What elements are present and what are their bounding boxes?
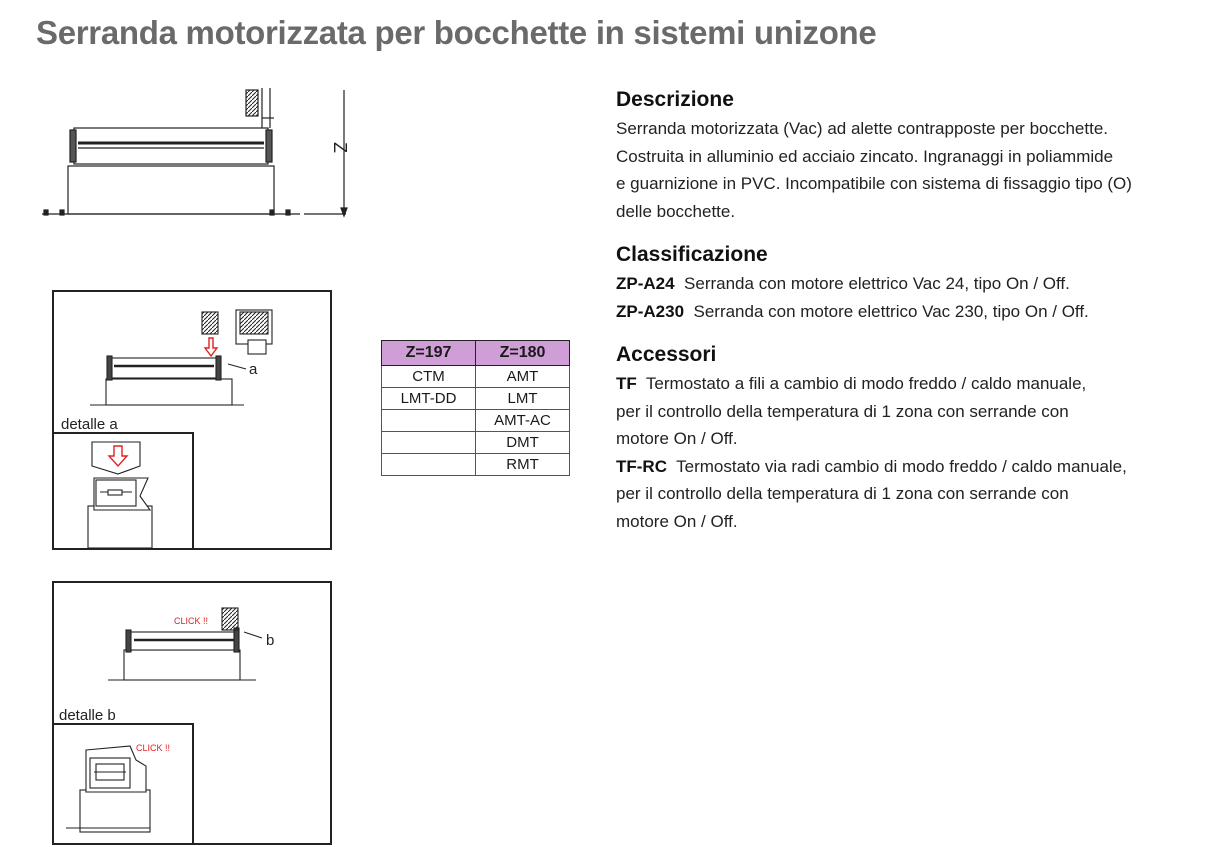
table-cell: AMT-AC [476,410,570,432]
accessory-code: TF-RC [616,456,667,476]
callout-b: b [266,632,275,649]
page-title: Serranda motorizzata per bocchette in sistemi unizone [36,14,877,51]
compatibility-table [381,340,570,476]
table-row [382,410,570,432]
table-cell: RMT [476,454,570,476]
heading-accessori: Accessori [616,343,717,366]
heading-classificazione: Classificazione [616,243,768,266]
table-cell: LMT-DD [382,388,476,410]
descrizione-line: delle bocchette. [616,201,736,221]
descrizione-line: Costruita in alluminio ed acciaio zincato. Ingranaggi in poliammide [616,146,1114,166]
table-cell [382,410,476,432]
accessory-description: Termostato via radi cambio di modo freddo / caldo manuale, [676,456,1127,476]
product-code: ZP-A230 [616,301,685,321]
table-row [382,432,570,454]
accessory-line: motore On / Off. [616,511,738,531]
table-cell [382,432,476,454]
classificazione-item [616,298,1216,326]
table-header-z180: Z=180 [476,341,570,366]
table-cell: LMT [476,388,570,410]
heading-descrizione: Descrizione [616,88,734,111]
table-header-z197: Z=197 [382,341,476,366]
click-label-detail: CLICK !! [136,743,171,753]
accessory-item [616,370,1216,398]
section-accessori [616,343,1216,535]
descrizione-line: Serranda motorizzata (Vac) ad alette contrapposte per bocchette. [616,119,1109,138]
description-column [616,88,1216,535]
accessory-code: TF [616,374,637,393]
callout-a: a [249,361,258,378]
detail-b-label: detalle b [59,707,116,724]
click-label-main: CLICK !! [174,616,209,626]
table-cell: DMT [476,432,570,454]
detail-a-label: detalle a [61,416,118,433]
section-descrizione [616,88,1216,225]
table-row [382,388,570,410]
section-classificazione [616,243,1216,325]
product-code: ZP-A24 [616,274,675,293]
classificazione-item [616,270,1216,298]
accessory-description: Termostato a fili a cambio di modo freddo / caldo manuale, [645,374,1087,393]
descrizione-line: e guarnizione in PVC. Incompatibile con sistema di fissaggio tipo (O) [616,174,1132,193]
table-row [382,454,570,476]
accessory-item [616,453,1216,481]
installation-step-b-drawing [0,0,400,847]
product-description: Serranda con motore elettrico Vac 230, tipo On / Off. [693,301,1089,321]
table-row [382,366,570,388]
accessory-line: per il controllo della temperatura di 1 zona con serrande con [616,401,1069,421]
accessory-line: per il controllo della temperatura di 1 zona con serrande con [616,484,1069,503]
table-cell: CTM [382,366,476,388]
dimension-label-z: Z [330,142,350,153]
table-header-row [382,341,570,366]
product-description: Serranda con motore elettrico Vac 24, tipo On / Off. [684,274,1070,293]
table-cell: AMT [476,366,570,388]
table-cell [382,454,476,476]
accessory-line: motore On / Off. [616,429,738,448]
